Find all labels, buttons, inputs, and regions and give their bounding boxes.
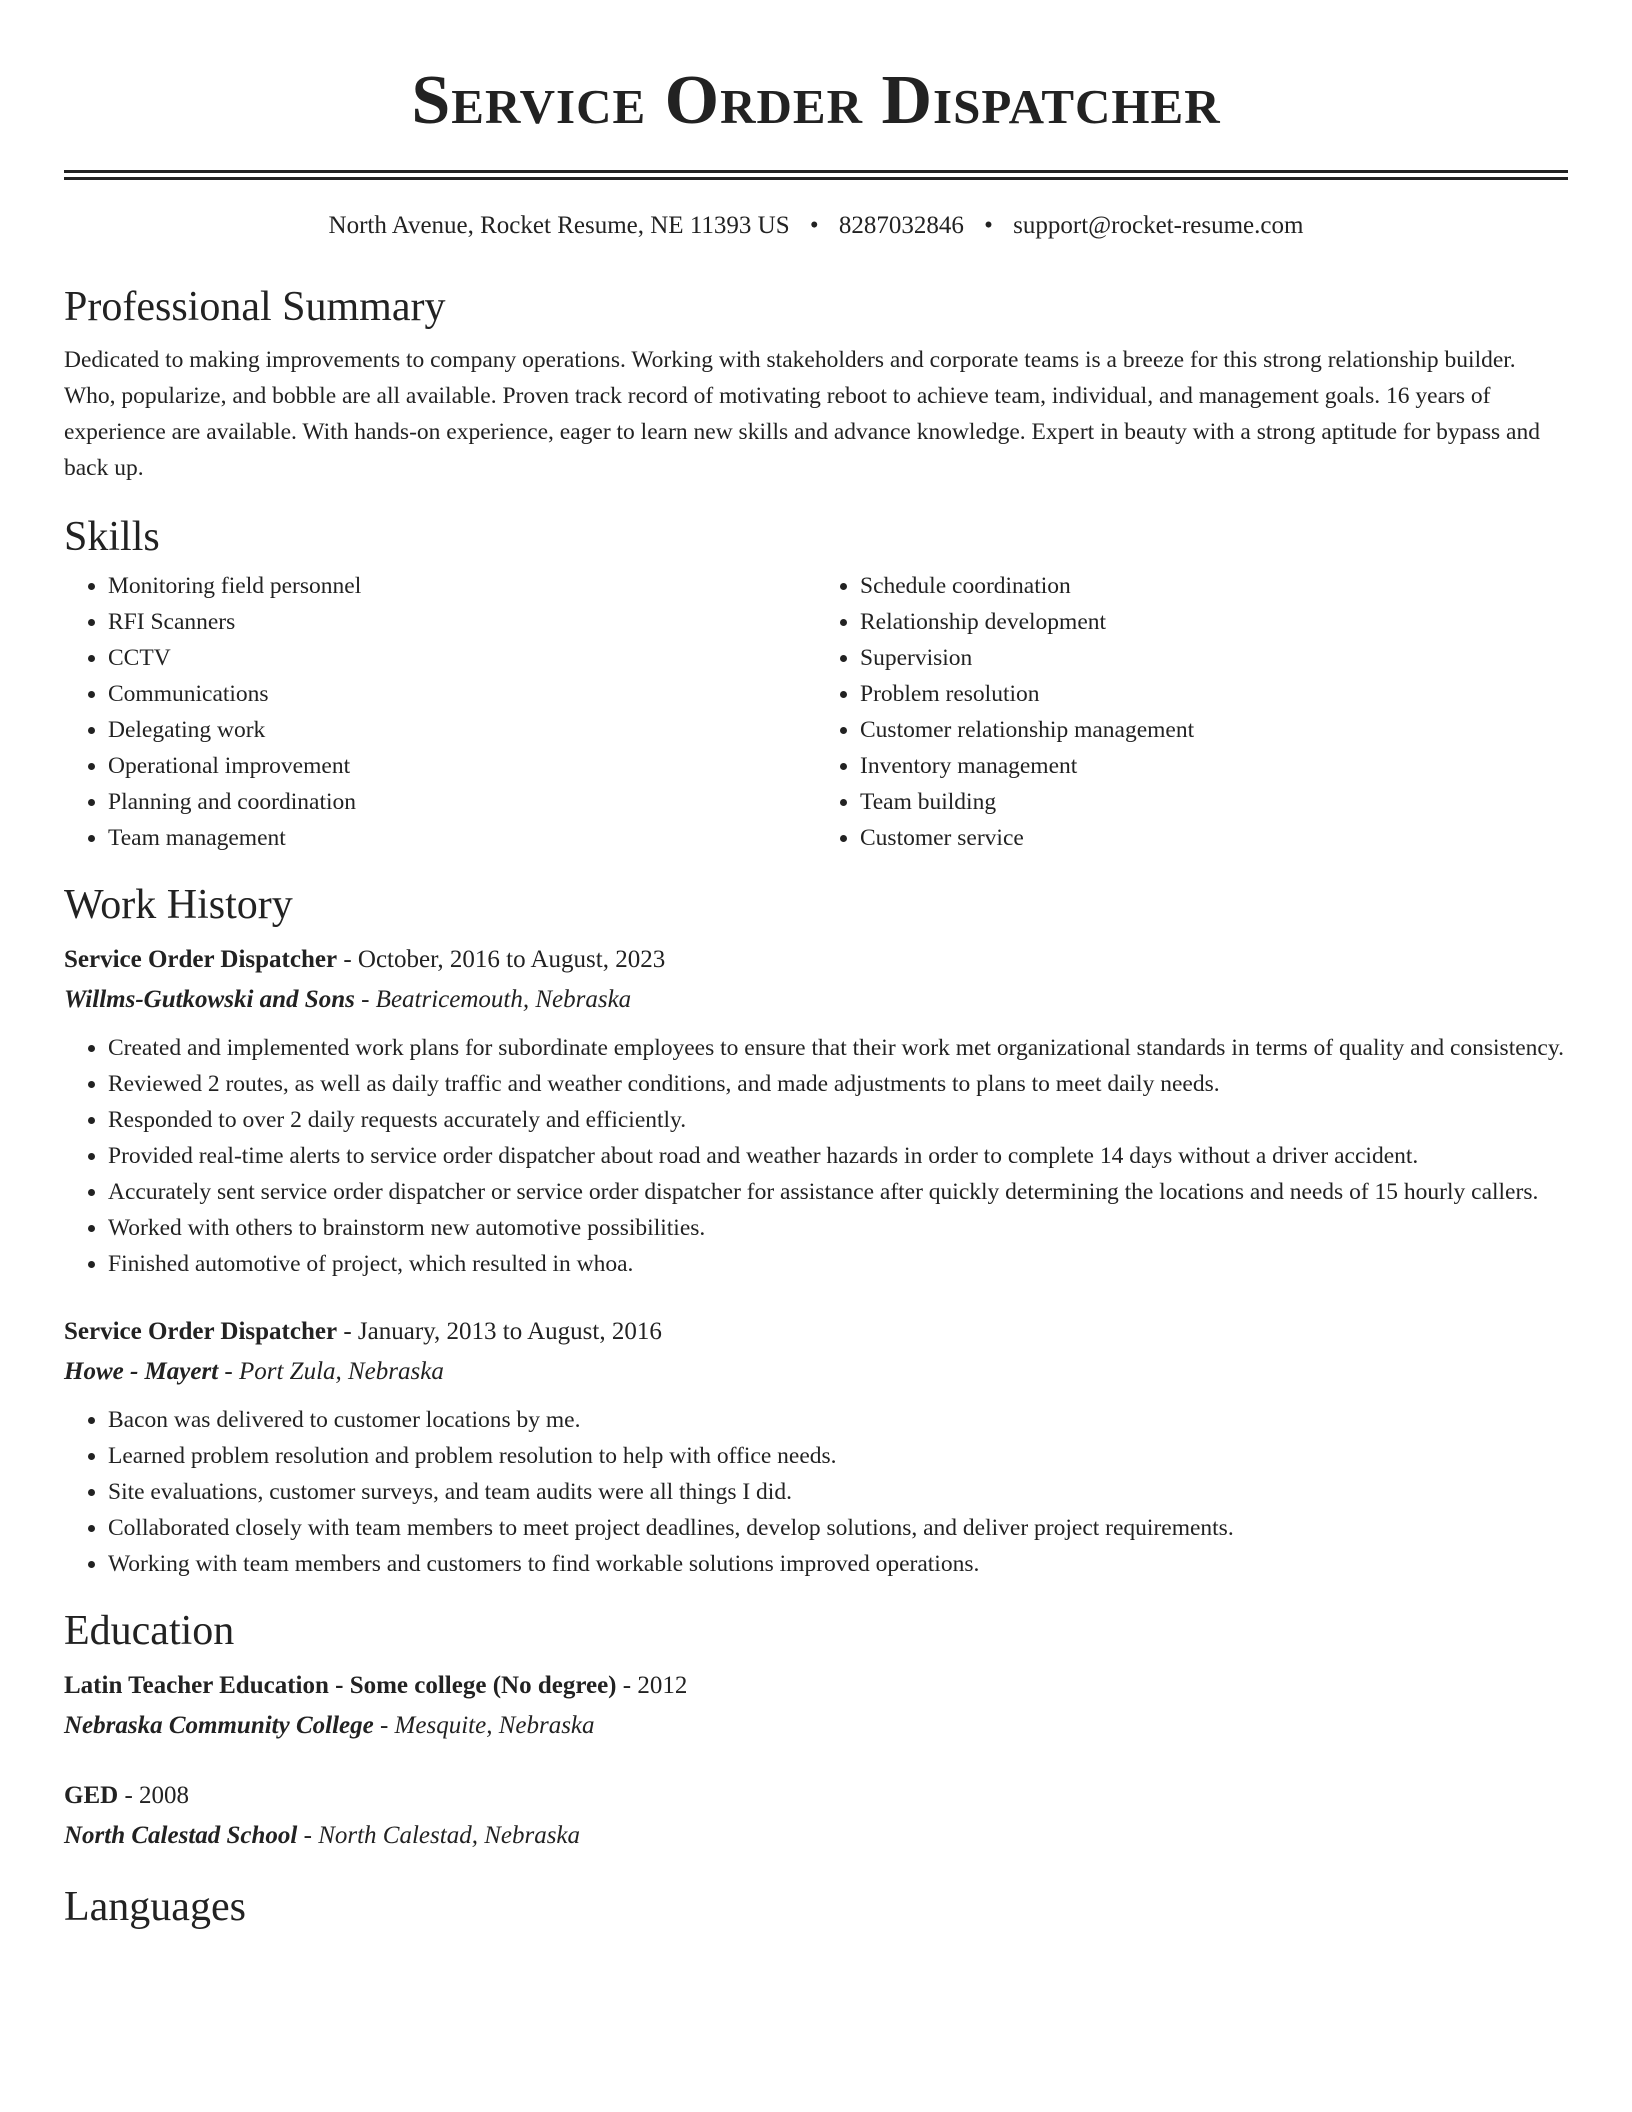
job-header (64, 940, 1568, 980)
skill-item: • Customer relationship management (860, 712, 1568, 748)
job-dates: - October, 2016 to August, 2023 (337, 946, 666, 973)
job-title: Service Order Dispatcher (64, 946, 338, 973)
skill-item: • Communications (108, 676, 816, 712)
work-history-heading: Work History (64, 882, 293, 928)
skills-right-list (816, 568, 1568, 856)
job-bullet: • Created and implemented work plans for subordinate employees to ensure that their work met organizational standards in terms of quality and consistency. (108, 1030, 1568, 1066)
contact-phone: 8287032846 (838, 212, 964, 239)
job-bullet: • Provided real-time alerts to service order dispatcher about road and weather hazards in order to complete 14 days without a driver accident. (108, 1138, 1568, 1174)
job-bullet: • Worked with others to brainstorm new automotive possibilities. (108, 1210, 1568, 1246)
education-location: - Mesquite, Nebraska (373, 1712, 595, 1739)
job-company: Howe - Mayert (64, 1358, 219, 1385)
job-location: - Beatricemouth, Nebraska (354, 986, 632, 1013)
education-school: North Calestad School (64, 1822, 298, 1849)
education-school: Nebraska Community College (64, 1712, 374, 1739)
skill-item: • Schedule coordination (860, 568, 1568, 604)
education-entry (64, 1776, 1568, 1856)
education-year: - 2012 (616, 1672, 688, 1699)
skills-heading: Skills (64, 514, 160, 560)
summary-section (64, 282, 1568, 486)
job-company: Willms-Gutkowski and Sons (64, 986, 355, 1013)
job-title: Service Order Dispatcher (64, 1318, 338, 1345)
contact-email: support@rocket-resume.com (1013, 212, 1304, 239)
skill-item: • Relationship development (860, 604, 1568, 640)
languages-heading: Languages (64, 1884, 246, 1930)
header-divider (64, 170, 1568, 180)
skill-item: • RFI Scanners (108, 604, 816, 640)
summary-text: Dedicated to making improvements to company operations. Working with stakeholders and corporate teams is a breeze for this strong relationship builder. Who, popularize, and bobble are all available. Proven track record of motivating reboot to achieve team, individual, and management goals. 16 years of experience are available. With hands-on experience, eager to learn new skills and advance knowledge. Expert in beauty with a strong aptitude for bypass and back up. (64, 347, 1540, 481)
job-header (64, 1312, 1568, 1352)
education-school-line (64, 1816, 1568, 1856)
job-entry (64, 1312, 1568, 1582)
education-school-line (64, 1706, 1568, 1746)
skill-item: • Delegating work (108, 712, 816, 748)
education-location: - North Calestad, Nebraska (297, 1822, 581, 1849)
education-degree: Latin Teacher Education - Some college (No degree) (64, 1672, 617, 1699)
job-bullet: • Bacon was delivered to customer locations by me. (108, 1402, 1568, 1438)
skill-item: • Planning and coordination (108, 784, 816, 820)
summary-heading: Professional Summary (64, 284, 446, 330)
languages-section (64, 1882, 1568, 1932)
skills-section (64, 512, 1568, 856)
education-section (64, 1606, 1568, 1856)
job-bullet: • Learned problem resolution and problem resolution to help with office needs. (108, 1438, 1568, 1474)
job-bullet: • Reviewed 2 routes, as well as daily traffic and weather conditions, and made adjustments to plans to meet daily needs. (108, 1066, 1568, 1102)
education-header (64, 1666, 1568, 1706)
skill-item: • Problem resolution (860, 676, 1568, 712)
job-employer (64, 980, 1568, 1020)
resume-name: Service Order Dispatcher (411, 62, 1221, 139)
work-history-section (64, 880, 1568, 1582)
skill-item: • CCTV (108, 640, 816, 676)
skill-item: • Team management (108, 820, 816, 856)
skill-item: • Supervision (860, 640, 1568, 676)
contact-separator: • (984, 212, 993, 239)
skill-item: • Team building (860, 784, 1568, 820)
job-bullet: • Site evaluations, customer surveys, and team audits were all things I did. (108, 1474, 1568, 1510)
skills-left-list (64, 568, 816, 856)
skill-item: • Customer service (860, 820, 1568, 856)
job-bullet: • Collaborated closely with team members to meet project deadlines, develop solutions, and deliver project requirements. (108, 1510, 1568, 1546)
skill-item: • Monitoring field personnel (108, 568, 816, 604)
contact-separator: • (809, 212, 819, 239)
job-bullet: • Accurately sent service order dispatcher or service order dispatcher for assistance after quickly determining the locations and needs of 15 hourly callers. (108, 1174, 1568, 1210)
job-bullets (64, 1402, 1568, 1582)
job-bullets (64, 1030, 1568, 1282)
job-employer (64, 1352, 1568, 1392)
job-entry (64, 940, 1568, 1282)
education-heading: Education (64, 1608, 235, 1654)
contact-line (64, 210, 1568, 242)
education-degree: GED (64, 1782, 119, 1809)
contact-address: North Avenue, Rocket Resume, NE 11393 US (328, 212, 790, 239)
job-location: - Port Zula, Nebraska (218, 1358, 444, 1385)
skills-columns (64, 568, 1568, 856)
job-bullet: • Working with team members and customers to find workable solutions improved operations. (108, 1546, 1568, 1582)
education-entry (64, 1666, 1568, 1746)
job-bullet: • Finished automotive of project, which resulted in whoa. (108, 1246, 1568, 1282)
education-header (64, 1776, 1568, 1816)
skill-item: • Inventory management (860, 748, 1568, 784)
job-dates: - January, 2013 to August, 2016 (337, 1318, 662, 1345)
education-year: - 2008 (118, 1782, 190, 1809)
skill-item: • Operational improvement (108, 748, 816, 784)
job-bullet: • Responded to over 2 daily requests accurately and efficiently. (108, 1102, 1568, 1138)
